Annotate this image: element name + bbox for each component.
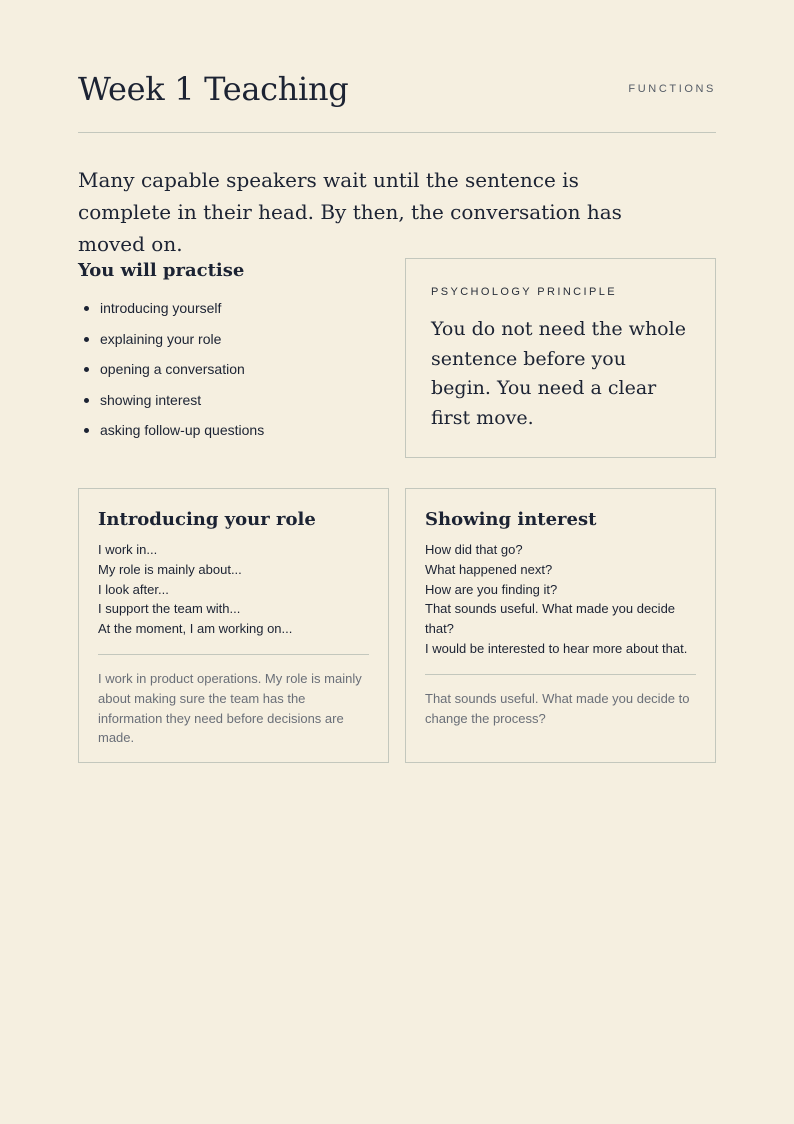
header-divider — [78, 132, 716, 133]
intro-paragraph: Many capable speakers wait until the sentence is complete in their head. By then, the conversation has moved on. — [78, 168, 622, 256]
phrase-item: How are you finding it? — [425, 581, 558, 597]
card-showing-interest — [405, 488, 716, 763]
phrase-item: I work in... — [98, 542, 158, 557]
practise-item: introducing yourself — [78, 299, 378, 330]
phrase-list — [98, 540, 369, 639]
page-header — [78, 70, 716, 114]
card-divider — [98, 654, 369, 655]
section-tag: FUNCTIONS — [628, 83, 716, 95]
phrase-item: What happened next? — [425, 561, 553, 577]
example-text: I work in product operations. My role is mainly about making sure the team has the information they need before decisions are made. — [98, 670, 362, 746]
phrase-item: I support the team with... — [98, 601, 241, 617]
practise-item: opening a conversation — [78, 360, 378, 391]
practise-section — [78, 260, 378, 452]
card-title: Introducing your role — [98, 509, 316, 530]
phrase-item: I look after... — [98, 581, 169, 597]
practise-item: explaining your role — [78, 330, 378, 361]
card-title: Showing interest — [425, 509, 597, 530]
principle-text: You do not need the whole sentence before you begin. You need a clear first move. — [431, 318, 686, 429]
phrase-item: That sounds useful. What made you decide that? — [425, 601, 676, 637]
phrase-item: I would be interested to hear more about that. — [425, 640, 688, 656]
practise-heading: You will practise — [78, 260, 245, 281]
phrase-item: At the moment, I am working on... — [98, 621, 293, 637]
principle-box — [405, 258, 716, 458]
practise-list — [78, 299, 378, 452]
page-title: Week 1 Teaching — [78, 70, 349, 108]
principle-label: PSYCHOLOGY PRINCIPLE — [431, 286, 617, 298]
practise-item: showing interest — [78, 391, 378, 422]
phrase-list — [425, 540, 696, 659]
example-text: That sounds useful. What made you decide to change the process? — [425, 690, 690, 726]
card-introducing-role — [78, 488, 389, 763]
practise-item: asking follow-up questions — [78, 421, 378, 452]
phrase-item: How did that go? — [425, 542, 523, 557]
card-divider — [425, 674, 696, 675]
phrase-item: My role is mainly about... — [98, 561, 242, 577]
